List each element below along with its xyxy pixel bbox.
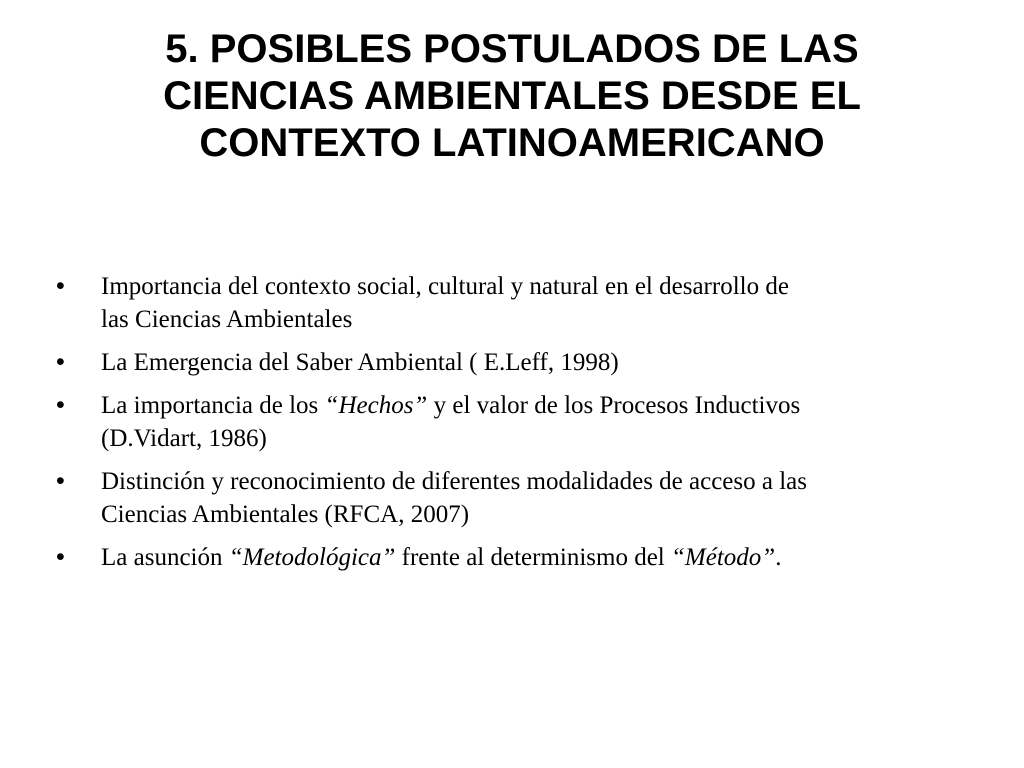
bullet-icon: •: [56, 543, 65, 571]
bullet-icon: •: [56, 467, 65, 495]
bullet-text-line: Importancia del contexto social, cultural y natural en el desarrollo de: [101, 273, 789, 300]
bullet-italic-term: “Método”: [671, 544, 776, 571]
bullet-text-line: (D.Vidart, 1986): [101, 425, 267, 452]
title-line: 5. POSIBLES POSTULADOS DE LAS: [165, 27, 859, 71]
title-line: CONTEXTO LATINOAMERICANO: [199, 120, 825, 165]
bullet-text-segment: La asunción: [101, 544, 229, 571]
bullet-item: [56, 346, 976, 379]
bullet-list: [56, 270, 976, 584]
bullet-text-line: las Ciencias Ambientales: [101, 306, 353, 333]
bullet-text-segment: frente al determinismo del: [395, 544, 672, 571]
bullet-item: [56, 465, 976, 531]
bullet-text-line: Distinción y reconocimiento de diferentes modalidades de acceso a las: [101, 468, 807, 495]
bullet-icon: •: [56, 348, 65, 376]
title-line: CIENCIAS AMBIENTALES DESDE EL: [163, 73, 861, 118]
bullet-text-line: [101, 541, 976, 574]
bullet-text-segment: La importancia de los: [101, 392, 325, 419]
bullet-item: [56, 270, 976, 336]
bullet-icon: •: [56, 391, 65, 419]
bullet-text-segment: y el valor de los Procesos Inductivos: [427, 392, 801, 419]
bullet-item: [56, 389, 976, 455]
slide-title: [80, 26, 944, 166]
bullet-text-line: La Emergencia del Saber Ambiental ( E.Leff, 1998): [101, 349, 619, 376]
bullet-text-line: Ciencias Ambientales (RFCA, 2007): [101, 501, 470, 528]
bullet-item: [56, 541, 976, 574]
bullet-italic-term: “Metodológica”: [228, 544, 396, 571]
bullet-text-line: [101, 389, 976, 422]
bullet-icon: •: [56, 272, 65, 300]
bullet-italic-term: “Hechos”: [324, 392, 428, 419]
bullet-text-segment: .: [775, 544, 782, 571]
